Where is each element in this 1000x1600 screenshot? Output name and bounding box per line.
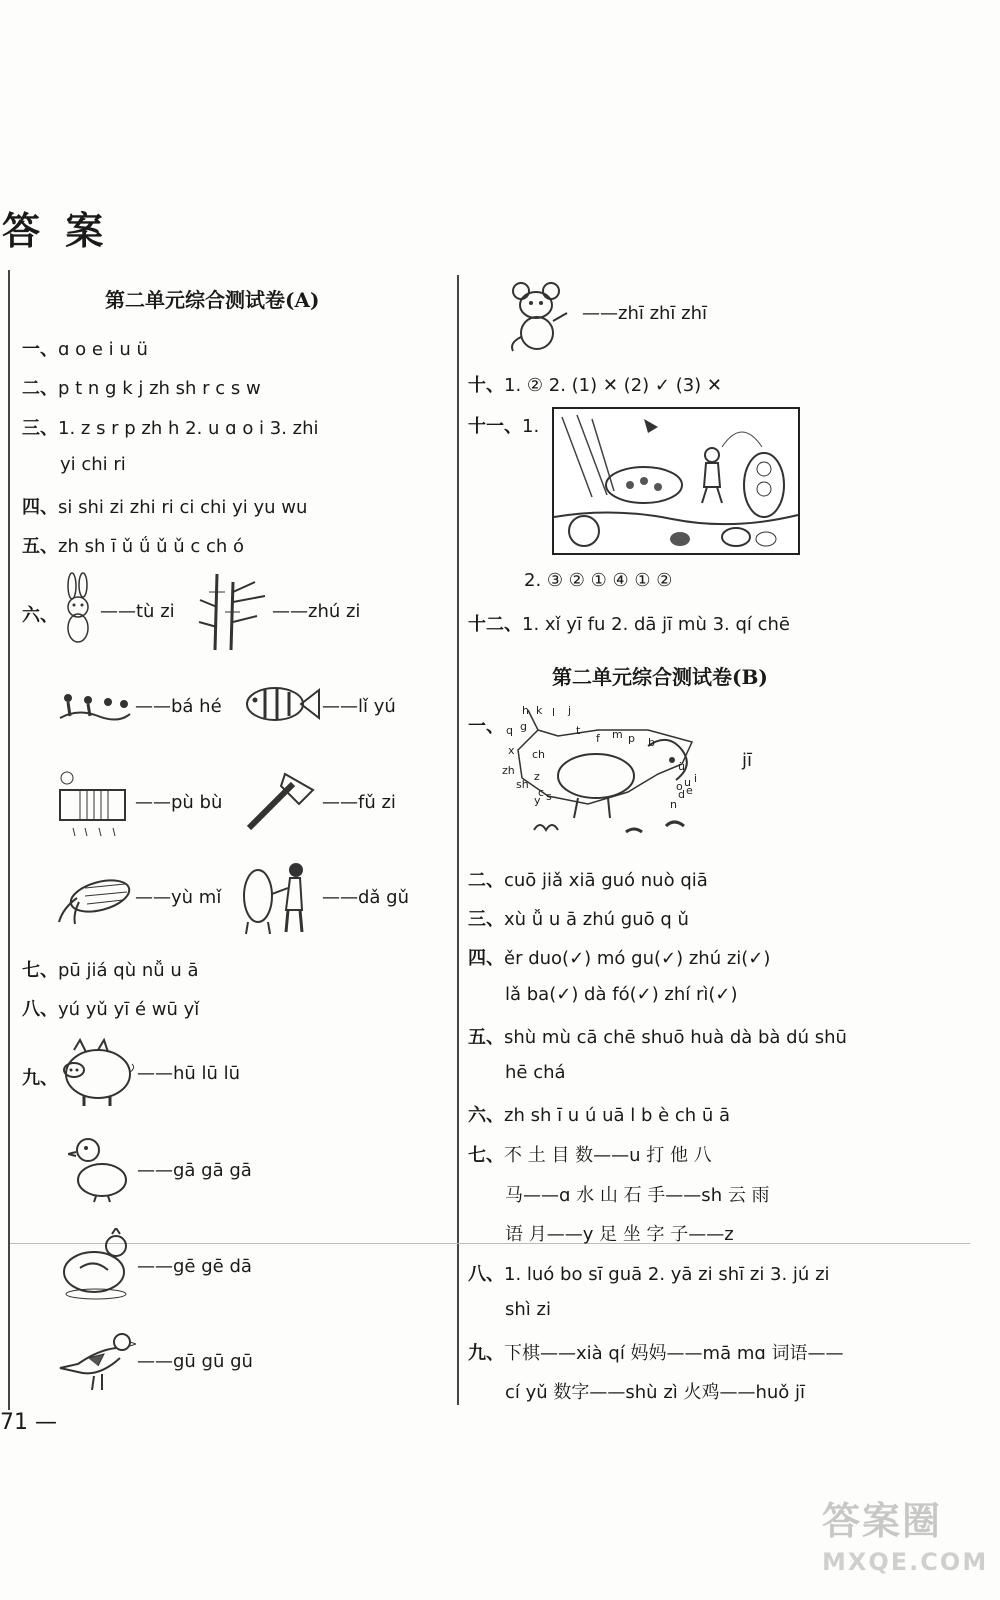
watermark-url: MXQE.COM: [822, 1548, 989, 1576]
answer-11: [468, 412, 539, 438]
dot-s: s: [546, 790, 552, 803]
label: 七、: [468, 1145, 504, 1166]
caption-zhuzi: ——zhú zi: [272, 601, 361, 622]
answer-3: [22, 414, 319, 440]
mouse-icon: [505, 277, 577, 352]
answer-text: ɑ o e i u ü: [58, 339, 148, 360]
answer-b7-line2: 马——ɑ 水 山 石 手——sh 云 雨: [505, 1185, 770, 1206]
dot-zh: zh: [502, 764, 515, 777]
label: 三、: [22, 418, 58, 439]
dot-c: c: [538, 786, 545, 799]
fish-icon: [243, 682, 321, 727]
label: 十一、: [468, 416, 522, 437]
answer-b4-cont: lǎ ba(✓) dà fó(✓) zhí rì(✓): [505, 984, 738, 1005]
duck-icon: [68, 1134, 130, 1204]
answer-12: [468, 610, 790, 636]
dot-ch: ch: [532, 748, 546, 761]
caption-yumi: ——yù mǐ: [135, 887, 222, 908]
answer-text: zh sh ī u ú uā l b è ch ū ā: [504, 1105, 731, 1126]
label: 四、: [468, 948, 504, 969]
label: 八、: [468, 1264, 504, 1285]
answer-text: yú yǔ yī é wū yǐ: [58, 999, 200, 1020]
waterfall-icon: [55, 768, 130, 838]
answer-text: pū jiá qù nǚ u ā: [58, 960, 199, 981]
caption-tuzi: ——tù zi: [100, 601, 175, 622]
left-margin-line: [8, 270, 10, 1410]
answer-text: 不 土 目 数——u 打 他 八: [504, 1145, 712, 1166]
radish-pulling-icon: [58, 688, 133, 723]
watermark-logo: 答案圈: [822, 1499, 943, 1543]
pig-icon: [58, 1036, 136, 1108]
dot-m: m: [612, 728, 623, 741]
answer-b2: [468, 866, 708, 892]
answer-b9: [468, 1339, 844, 1365]
label: 一、: [22, 339, 58, 360]
answer-b7-line3: 语 月——y 足 坐 字 子——z: [505, 1224, 734, 1245]
pigeon-icon: [58, 1328, 136, 1394]
section-heading-b: 第二单元综合测试卷(B): [552, 665, 768, 689]
dot-n: n: [670, 798, 677, 811]
answer-b8: [468, 1260, 830, 1286]
page-title: 答 案: [2, 208, 110, 253]
dot-b: b: [648, 736, 655, 749]
dot-k: k: [536, 704, 543, 717]
answer-text: zh sh ī ǔ ǘ ǔ ǔ c ch ó: [58, 536, 244, 557]
dot-y: y: [534, 794, 541, 807]
label: 十、: [468, 375, 504, 396]
dot-o: o: [676, 780, 683, 793]
dot-u: u: [684, 776, 691, 789]
answer-6-label: 六、: [22, 605, 58, 626]
answer-b4: [468, 944, 770, 970]
answer-b5-cont: hē chá: [505, 1062, 566, 1083]
caption-liyu: ——lǐ yú: [322, 696, 396, 717]
answer-text: 1.: [522, 416, 540, 437]
label: 八、: [22, 999, 58, 1020]
label: 十二、: [468, 614, 522, 635]
caption-pubu: ——pù bù: [135, 792, 223, 813]
caption-bahe: ——bá hé: [135, 696, 222, 717]
answer-text: ěr duo(✓) mó gu(✓) zhú zi(✓): [504, 948, 771, 969]
label: 二、: [468, 870, 504, 891]
answer-5: [22, 532, 244, 558]
corn-icon: [55, 868, 133, 926]
caption-fuzi: ——fǔ zi: [322, 792, 396, 813]
bamboo-icon: [195, 572, 270, 650]
drum-icon: [236, 860, 316, 935]
label: 七、: [22, 960, 58, 981]
dot-l: l: [552, 706, 556, 719]
answer-8: [22, 995, 199, 1021]
answer-b1-text: jī: [742, 750, 753, 771]
answer-text: p t n g k j zh sh r c s w: [58, 378, 261, 399]
section-heading-a: 第二单元综合测试卷(A): [105, 288, 320, 312]
rabbit-icon: [58, 572, 98, 647]
answer-text: si shi zi zhi ri ci chi yi yu wu: [58, 497, 308, 518]
answer-text: cuō jiǎ xiā guó nuò qiā: [504, 870, 708, 891]
dot-d: d: [678, 788, 685, 801]
dot-h: h: [522, 704, 529, 717]
caption-hululu: ——hū lū lū: [137, 1063, 241, 1084]
answer-text: xù ǚ u ā zhú guō q ǔ: [504, 909, 689, 930]
answer-text: 1. xǐ yī fu 2. dā jī mù 3. qí chē: [522, 614, 790, 635]
answer-text: 1. z s r p zh h 2. u ɑ o i 3. zhi: [58, 418, 319, 439]
answer-b1-label: 一、: [468, 716, 504, 737]
dot-z: z: [534, 770, 540, 783]
label: 四、: [22, 497, 58, 518]
dot-e: e: [686, 784, 693, 797]
caption-gagaga: ——gā gā gā: [137, 1160, 252, 1181]
answer-text: shù mù cā chē shuō huà dà bà dú shū: [504, 1027, 847, 1048]
caption-zhizhizhi: ——zhī zhī zhī: [582, 303, 708, 324]
label: 九、: [468, 1343, 504, 1364]
answer-1: [22, 335, 148, 361]
caption-gegeda: ——gē gē dā: [137, 1256, 252, 1277]
dot-p: p: [628, 732, 635, 745]
label: 六、: [468, 1105, 504, 1126]
dot-t: t: [576, 724, 581, 737]
answer-2: [22, 374, 261, 400]
dot-i: i: [694, 772, 698, 785]
label: 五、: [22, 536, 58, 557]
answer-9-label: 九、: [22, 1068, 58, 1089]
dot-sh: sh: [516, 778, 529, 791]
answer-b9-cont: cí yǔ 数字——shù zì 火鸡——huǒ jī: [505, 1382, 806, 1403]
answer-3-cont: yi chi ri: [60, 454, 126, 475]
answer-b3: [468, 905, 689, 931]
dot-to-dot-rooster: [498, 700, 730, 848]
center-fold-line: [10, 1243, 970, 1244]
answer-b7: [468, 1141, 712, 1167]
caption-dagu: ——dǎ gǔ: [322, 887, 410, 908]
dot-q: q: [506, 724, 513, 737]
answer-text: 1. luó bo sī guā 2. yā zi shī zi 3. jú zi: [504, 1264, 830, 1285]
label: 三、: [468, 909, 504, 930]
answer-text: 下棋——xià qí 妈妈——mā mɑ 词语——: [504, 1343, 844, 1364]
dot-f: f: [596, 732, 600, 745]
caption-gugugu: ——gū gū gū: [137, 1351, 253, 1372]
answer-7: [22, 956, 199, 982]
dot-u-umlaut: ü: [678, 760, 685, 773]
answer-b5: [468, 1023, 847, 1049]
scene-picture: [552, 407, 800, 555]
hen-icon: [58, 1228, 136, 1300]
watermark: [822, 1490, 989, 1590]
column-divider: [457, 275, 459, 1405]
answer-11-part2: 2. ③ ② ① ④ ① ②: [524, 570, 673, 591]
answer-b6: [468, 1101, 730, 1127]
label: 二、: [22, 378, 58, 399]
answer-b8-cont: shì zi: [505, 1299, 551, 1320]
page-number: 71 —: [0, 1410, 57, 1435]
dot-g: g: [520, 720, 527, 733]
answer-text: 1. ② 2. (1) ✕ (2) ✓ (3) ✕: [504, 375, 722, 396]
answer-4: [22, 493, 307, 519]
answer-10: [468, 371, 722, 397]
label: 五、: [468, 1027, 504, 1048]
dot-j: j: [568, 704, 572, 717]
dot-x: x: [508, 744, 515, 757]
axe-icon: [243, 770, 318, 832]
